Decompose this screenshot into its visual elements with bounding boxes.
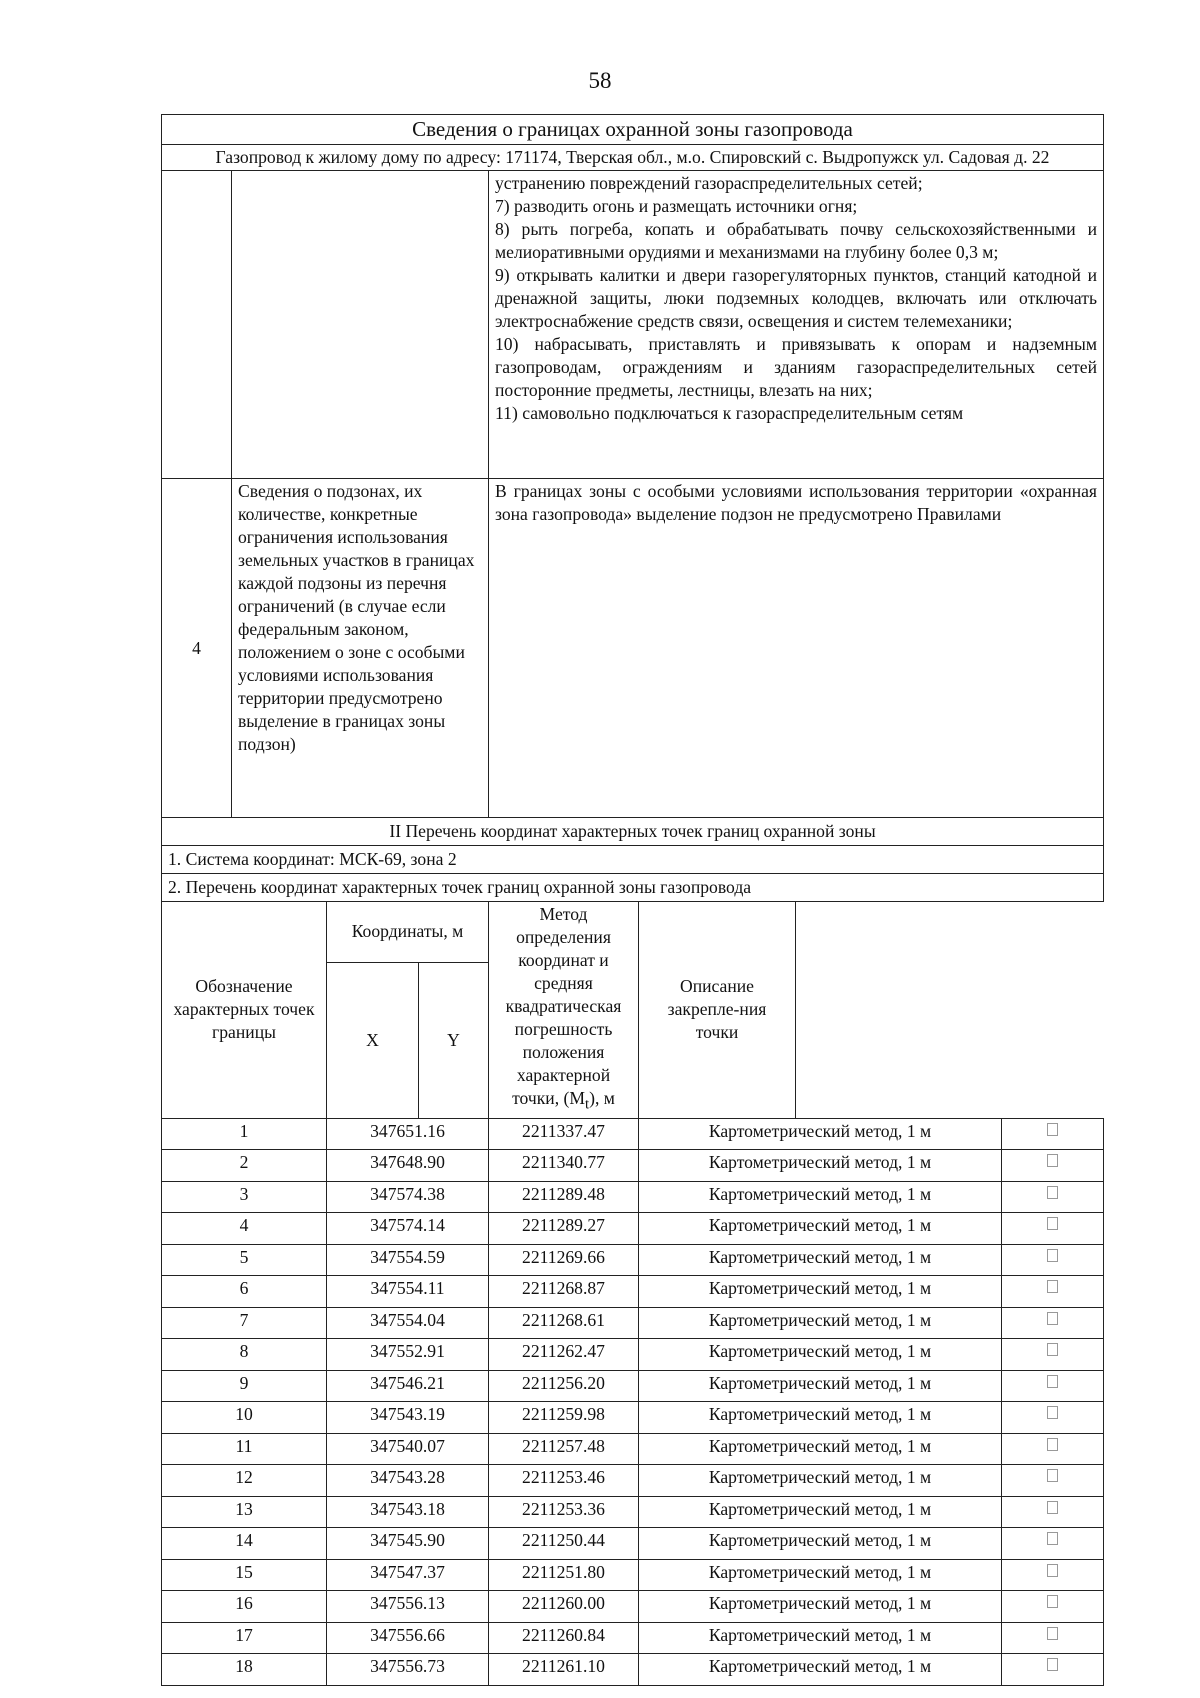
header-method-suffix: ), м [589, 1088, 615, 1108]
table-row [162, 1591, 1104, 1623]
coordinate-x: 347554.04 [327, 1307, 489, 1339]
fixation-description [1002, 1339, 1104, 1371]
points-table-body [162, 1118, 1104, 1685]
empty-box-icon [1047, 1343, 1058, 1356]
fixation-description [1002, 1213, 1104, 1245]
subtitle-row [162, 145, 1104, 171]
coordinate-x: 347554.59 [327, 1244, 489, 1276]
subzones-row [162, 479, 1104, 818]
empty-box-icon [1047, 1658, 1058, 1671]
coordinate-x: 347543.28 [327, 1465, 489, 1497]
empty-box-icon [1047, 1406, 1058, 1419]
method: Картометрический метод, 1 м [639, 1622, 1002, 1654]
subzones-value [489, 479, 1104, 818]
method: Картометрический метод, 1 м [639, 1465, 1002, 1497]
row-number: 4 [162, 479, 232, 818]
table-row [162, 1654, 1104, 1686]
fixation-description [1002, 1370, 1104, 1402]
method: Картометрический метод, 1 м [639, 1496, 1002, 1528]
empty-box-icon [1047, 1532, 1058, 1545]
method: Картометрический метод, 1 м [639, 1433, 1002, 1465]
coordinate-y: 2211262.47 [489, 1339, 639, 1371]
header-method-text: Метод определения координат и средняя квадратическая погрешность положения характерной точки, (M [505, 904, 622, 1108]
gas-pipeline-zone-table [161, 114, 1104, 1686]
restriction-item: устранению повреждений газораспределительных сетей; [495, 173, 923, 193]
table-row [162, 1528, 1104, 1560]
point-number: 5 [162, 1244, 327, 1276]
method: Картометрический метод, 1 м [639, 1244, 1002, 1276]
empty-box-icon [1047, 1627, 1058, 1640]
method: Картометрический метод, 1 м [639, 1559, 1002, 1591]
coordinate-y: 2211256.20 [489, 1370, 639, 1402]
point-number: 15 [162, 1559, 327, 1591]
coordinate-x: 347543.18 [327, 1496, 489, 1528]
coordinate-y: 2211289.27 [489, 1213, 639, 1245]
point-number: 16 [162, 1591, 327, 1623]
section-title: II Перечень координат характерных точек границ охранной зоны [162, 818, 1104, 846]
table-row [162, 1622, 1104, 1654]
method: Картометрический метод, 1 м [639, 1118, 1002, 1150]
fixation-description [1002, 1181, 1104, 1213]
coordinate-y: 2211340.77 [489, 1150, 639, 1182]
table-row [162, 1496, 1104, 1528]
coordinates-list-title: 2. Перечень координат характерных точек границ охранной зоны газопровода [162, 874, 1104, 902]
coordinate-y: 2211261.10 [489, 1654, 639, 1686]
coordinate-y: 2211259.98 [489, 1402, 639, 1434]
point-number: 17 [162, 1622, 327, 1654]
table-row [162, 1213, 1104, 1245]
fixation-description [1002, 1433, 1104, 1465]
coordinate-x: 347543.19 [327, 1402, 489, 1434]
restriction-item: 9) открывать калитки и двери газорегуляторных пунктов, станций катодной и дренажной защиты, люки подземных колодцев, включать или отключать электроснабжение средств связи, освещения и систем телемеханики; [495, 265, 1098, 331]
coordinate-x: 347547.37 [327, 1559, 489, 1591]
fixation-description [1002, 1528, 1104, 1560]
coordinate-y: 2211269.66 [489, 1244, 639, 1276]
coordinate-x: 347552.91 [327, 1339, 489, 1371]
restrictions-list [489, 171, 1104, 479]
header-x: X [327, 962, 419, 1118]
point-number: 3 [162, 1181, 327, 1213]
coordinate-y: 2211250.44 [489, 1528, 639, 1560]
restrictions-row [162, 171, 1104, 479]
fixation-description [1002, 1654, 1104, 1686]
header-point: Обозначение характерных точек границы [162, 902, 327, 1119]
point-number: 6 [162, 1276, 327, 1308]
method: Картометрический метод, 1 м [639, 1654, 1002, 1686]
row-label-empty [232, 171, 489, 479]
fixation-description [1002, 1402, 1104, 1434]
point-number: 13 [162, 1496, 327, 1528]
coordinate-x: 347651.16 [327, 1118, 489, 1150]
table-row [162, 1181, 1104, 1213]
method: Картометрический метод, 1 м [639, 1528, 1002, 1560]
coordinate-x: 347546.21 [327, 1370, 489, 1402]
coordinate-y: 2211268.87 [489, 1276, 639, 1308]
coordinate-x: 347556.73 [327, 1654, 489, 1686]
empty-box-icon [1047, 1154, 1058, 1167]
document-title: Сведения о границах охранной зоны газопровода [162, 115, 1104, 145]
row-number-empty [162, 171, 232, 479]
coordinate-x: 347554.11 [327, 1276, 489, 1308]
page-number: 58 [588, 68, 612, 93]
coordinate-y: 2211251.80 [489, 1559, 639, 1591]
fixation-description [1002, 1150, 1104, 1182]
point-number: 2 [162, 1150, 327, 1182]
coordinate-y: 2211268.61 [489, 1307, 639, 1339]
fixation-description [1002, 1496, 1104, 1528]
title-row [162, 115, 1104, 145]
point-number: 4 [162, 1213, 327, 1245]
table-row [162, 1339, 1104, 1371]
header-y: Y [419, 962, 489, 1118]
point-number: 8 [162, 1339, 327, 1371]
empty-box-icon [1047, 1469, 1058, 1482]
empty-box-icon [1047, 1312, 1058, 1325]
fixation-description [1002, 1559, 1104, 1591]
restriction-item: 7) разводить огонь и размещать источники огня; [495, 196, 858, 216]
table-row [162, 1244, 1104, 1276]
fixation-description [1002, 1622, 1104, 1654]
point-number: 9 [162, 1370, 327, 1402]
method: Картометрический метод, 1 м [639, 1150, 1002, 1182]
pipeline-address: Газопровод к жилому дому по адресу: 171174, Тверская обл., м.о. Спировский с. Выдропужск ул. Садовая д. 22 [162, 145, 1104, 171]
coordinate-x: 347574.38 [327, 1181, 489, 1213]
coordinate-y: 2211337.47 [489, 1118, 639, 1150]
point-number: 14 [162, 1528, 327, 1560]
header-method-sub: t [585, 1096, 590, 1113]
subzones-label: Сведения о подзонах, их количестве, конкретные ограничения использования земельных участков в границах каждой подзоны из перечня ограничений (в случае если федеральным законом, положением о зоне с особыми условиями использования территории предусмотрено выделение в границах зоны подзон) [232, 479, 489, 818]
table-row [162, 1118, 1104, 1150]
restriction-item: 11) самовольно подключаться к газораспределительным сетям [495, 403, 964, 423]
empty-box-icon [1047, 1438, 1058, 1451]
table-row [162, 1307, 1104, 1339]
empty-box-icon [1047, 1249, 1058, 1262]
coordinate-y: 2211257.48 [489, 1433, 639, 1465]
method: Картометрический метод, 1 м [639, 1591, 1002, 1623]
coordinate-y: 2211260.00 [489, 1591, 639, 1623]
fixation-description [1002, 1307, 1104, 1339]
table-row [162, 1559, 1104, 1591]
fixation-description [1002, 1591, 1104, 1623]
point-number: 12 [162, 1465, 327, 1497]
table-row [162, 1402, 1104, 1434]
coordinate-x: 347556.13 [327, 1591, 489, 1623]
restriction-item: 10) набрасывать, приставлять и привязывать к опорам и надземным газопроводам, ограждениям и зданиям газораспределительных сетей посторонние предметы, лестницы, влезать на них; [495, 334, 1098, 400]
coordinate-y: 2211289.48 [489, 1181, 639, 1213]
header-row-1 [162, 902, 1104, 963]
table-row [162, 1370, 1104, 1402]
point-number: 11 [162, 1433, 327, 1465]
method: Картометрический метод, 1 м [639, 1307, 1002, 1339]
empty-box-icon [1047, 1217, 1058, 1230]
empty-box-icon [1047, 1595, 1058, 1608]
system-row [162, 846, 1104, 874]
coordinate-x: 347648.90 [327, 1150, 489, 1182]
coordinate-y: 2211253.36 [489, 1496, 639, 1528]
fixation-description [1002, 1465, 1104, 1497]
method: Картометрический метод, 1 м [639, 1276, 1002, 1308]
coordinate-x: 347556.66 [327, 1622, 489, 1654]
coordinate-x: 347540.07 [327, 1433, 489, 1465]
section-row [162, 818, 1104, 846]
table-row [162, 1433, 1104, 1465]
empty-box-icon [1047, 1123, 1058, 1136]
method: Картометрический метод, 1 м [639, 1370, 1002, 1402]
table-row [162, 1465, 1104, 1497]
point-number: 10 [162, 1402, 327, 1434]
header-method [489, 902, 639, 1119]
subzones-text: В границах зоны с особыми условиями использования территории «охранная зона газопровода» выделение подзон не предусмотрено Правилами [495, 481, 1098, 524]
restriction-item: 8) рыть погреба, копать и обрабатывать почву сельскохозяйственными и мелиоративными орудиями и механизмами на глубину более 0,3 м; [495, 219, 1098, 262]
coordinate-x: 347545.90 [327, 1528, 489, 1560]
empty-box-icon [1047, 1280, 1058, 1293]
list-title-row [162, 874, 1104, 902]
point-number: 7 [162, 1307, 327, 1339]
empty-box-icon [1047, 1375, 1058, 1388]
point-number: 18 [162, 1654, 327, 1686]
method: Картометрический метод, 1 м [639, 1181, 1002, 1213]
fixation-description [1002, 1244, 1104, 1276]
coordinate-system: 1. Система координат: МСК-69, зона 2 [162, 846, 1104, 874]
coordinate-y: 2211253.46 [489, 1465, 639, 1497]
method: Картометрический метод, 1 м [639, 1402, 1002, 1434]
point-number: 1 [162, 1118, 327, 1150]
table-row [162, 1150, 1104, 1182]
method: Картометрический метод, 1 м [639, 1213, 1002, 1245]
fixation-description [1002, 1276, 1104, 1308]
empty-box-icon [1047, 1564, 1058, 1577]
header-coordinates: Координаты, м [327, 902, 489, 963]
empty-box-icon [1047, 1501, 1058, 1514]
coordinate-y: 2211260.84 [489, 1622, 639, 1654]
header-description: Описание закрепле-ния точки [639, 902, 796, 1119]
coordinate-x: 347574.14 [327, 1213, 489, 1245]
empty-box-icon [1047, 1186, 1058, 1199]
method: Картометрический метод, 1 м [639, 1339, 1002, 1371]
table-row [162, 1276, 1104, 1308]
fixation-description [1002, 1118, 1104, 1150]
